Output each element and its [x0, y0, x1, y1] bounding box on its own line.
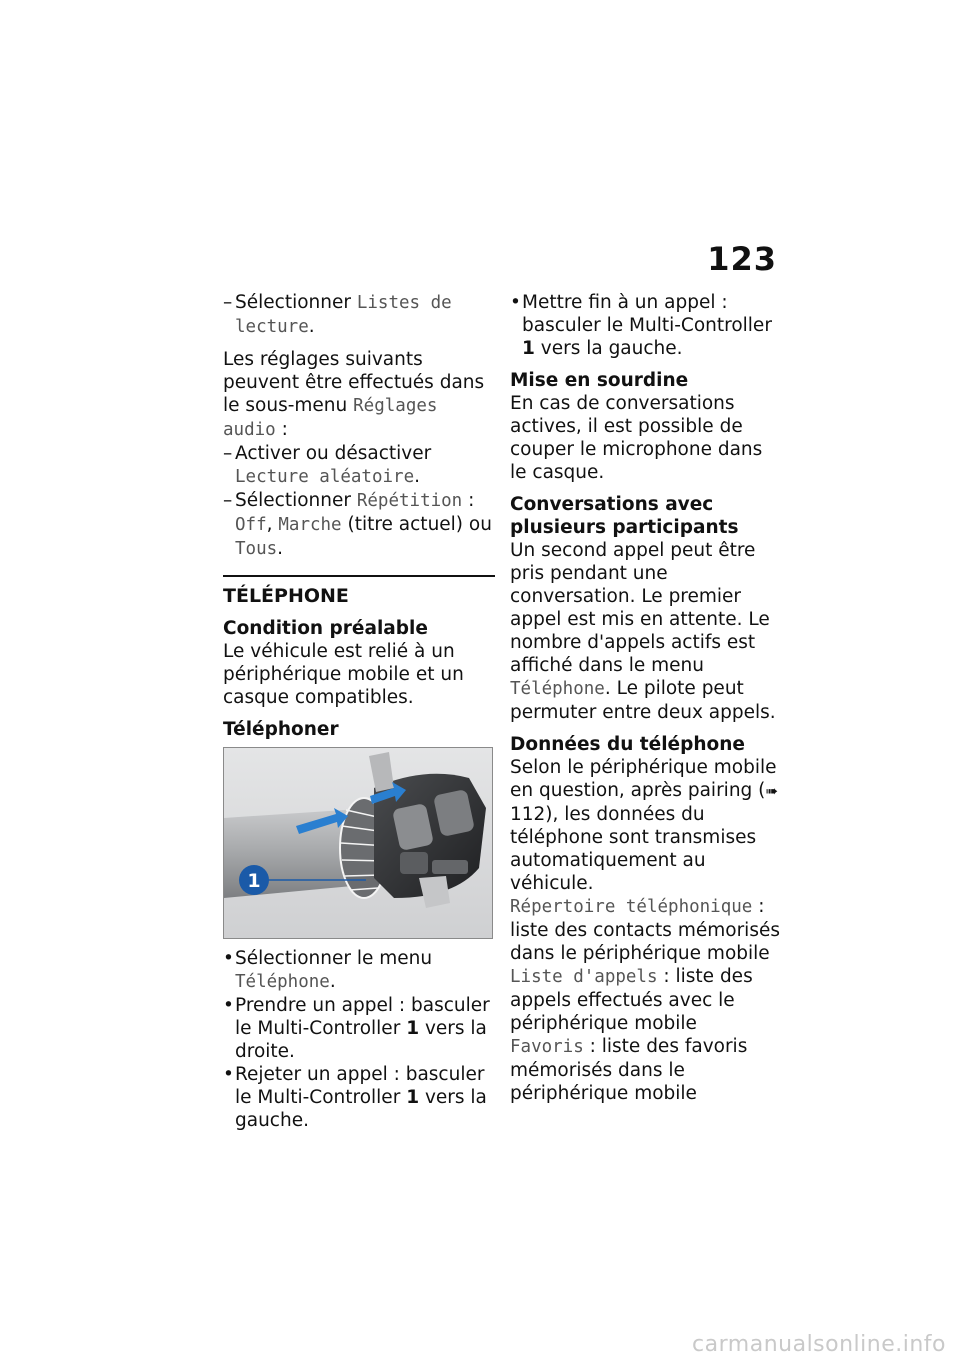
phone-data-entries — [510, 895, 782, 1105]
phone-actions-list — [223, 947, 495, 1132]
subheading-multi-party: Conversations avec plusieurs participants — [510, 494, 739, 538]
end-call-list — [510, 291, 782, 360]
phone-data-text: Selon le périphérique mobile en question, après pairing (➠ 112), les données du téléphone sont transmises automatiquement au véhicule. — [510, 757, 778, 894]
list-item: Liste d'appels : liste des appels effectués avec le périphérique mobile — [510, 966, 753, 1034]
settings-intro: Les réglages suivants peuvent être effectués dans le sous-menu Réglages audio : — [223, 349, 485, 440]
callout-label: 1 — [247, 870, 261, 892]
multi-party-text: Un second appel peut être pris pendant une conversation. Le premier appel est mis en attente. Le nombre d'appels actifs est affiché dans le menu Téléphone. Le pilote peut permuter entre deux appels. — [510, 540, 776, 723]
list-item: – Activer ou désactiver Lecture aléatoire. — [223, 443, 432, 487]
condition-text: Le véhicule est relié à un périphérique mobile et un casque compatibles. — [223, 641, 464, 708]
list-item: Favoris : liste des favoris mémorisés dans le périphérique mobile — [510, 1036, 748, 1104]
list-item: • Mettre fin à un appel : basculer le Multi-Controller 1 vers la gauche. — [510, 292, 772, 359]
list-item: – Sélectionner Répétition : Off, Marche (titre actuel) ou Tous. — [223, 490, 492, 559]
section-divider — [223, 575, 495, 577]
subheading-condition: Condition préalable — [223, 618, 428, 639]
list-item: • Prendre un appel : basculer le Multi-Controller 1 vers la droite. — [223, 995, 490, 1062]
settings-list — [223, 442, 495, 561]
subheading-mute: Mise en sourdine — [510, 370, 689, 391]
arrow-ref-icon: ➠ — [765, 782, 778, 800]
watermark: carmanualsonline.info — [692, 1332, 946, 1357]
section-title: TÉLÉPHONE — [223, 585, 349, 607]
mute-text: En cas de conversations actives, il est possible de couper le microphone dans le casque. — [510, 393, 763, 483]
intro-list — [223, 291, 495, 339]
subheading-phone-data: Données du téléphone — [510, 734, 745, 755]
list-item: – Sélectionner Listes de lecture. — [223, 292, 452, 337]
left-column — [223, 291, 495, 1141]
list-item: • Sélectionner le menu Téléphone. — [223, 948, 433, 992]
handlebar-controller-figure — [223, 747, 493, 939]
subheading-telephoner: Téléphoner — [223, 719, 339, 740]
page-number: 123 — [707, 240, 777, 278]
menu-item-name: Listes de lecture — [235, 293, 452, 337]
right-column — [510, 291, 782, 1105]
handlebar-illustration — [224, 748, 492, 938]
list-item: • Rejeter un appel : basculer le Multi-Controller 1 vers la gauche. — [223, 1064, 487, 1131]
list-item: Répertoire téléphonique : liste des contacts mémorisés dans le périphérique mobile — [510, 896, 780, 964]
